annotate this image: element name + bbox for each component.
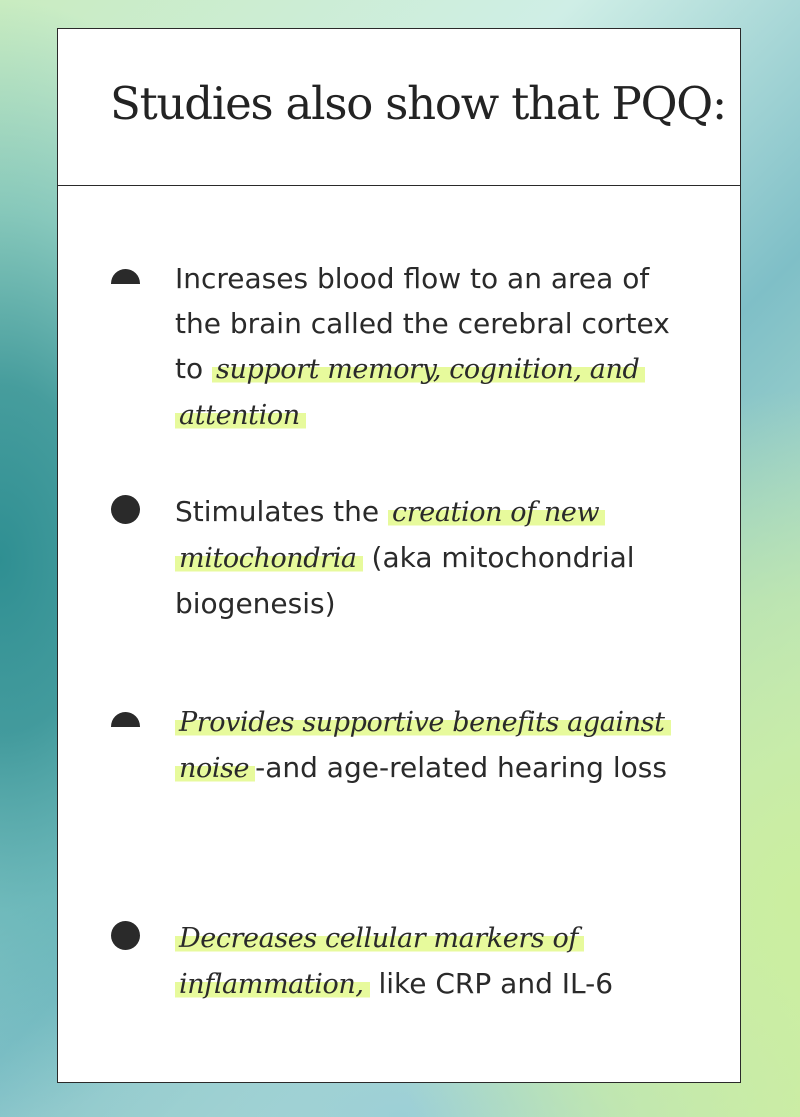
half-circle-bullet-icon (111, 269, 140, 284)
list-item-plain-text-after: -and age-related hearing loss (255, 751, 667, 784)
highlighted-phrase: support memory, cognition, and attention (175, 354, 645, 431)
list-item-text (175, 256, 695, 438)
list-item-plain-text-after: like CRP and IL-6 (369, 967, 614, 1000)
list-item-text (175, 699, 695, 791)
highlighted-phrase: Decreases cellular markers of inflammation, (175, 923, 584, 1000)
half-circle-bullet-icon (111, 712, 140, 727)
pqq-card (57, 28, 741, 1083)
circle-bullet-icon (111, 921, 140, 950)
highlighted-phrase: Provides supportive benefits against noise (175, 707, 671, 784)
highlighted-phrase: creation of new mitochondria (175, 497, 605, 574)
list-item-text (175, 915, 695, 1007)
card-title: Studies also show that PQQ: (110, 77, 726, 130)
circle-bullet-icon (111, 495, 140, 524)
card-header (58, 29, 740, 186)
list-item-text (175, 489, 695, 626)
list-item-plain-text: Increases blood flow to an area of the brain called the cerebral cortex to (175, 262, 670, 385)
list-item-plain-text: Stimulates the (175, 495, 389, 528)
list-item-plain-text-after: (aka mitochondrial biogenesis) (175, 541, 635, 620)
